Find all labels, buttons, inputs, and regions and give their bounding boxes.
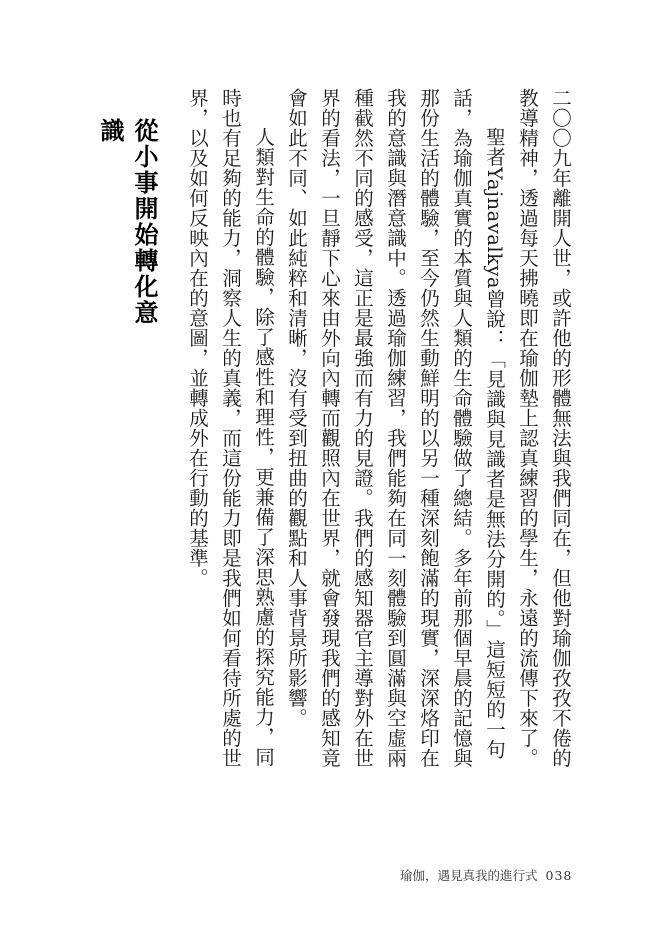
paragraph-1: 二〇〇九年離開人世，或許他的形體無法與我們同在，但他對瑜伽孜孜不倦的教導精神，透過每天拂曉即在瑜伽墊上認真練習的學生，永遠的流傳下來了。 — [516, 88, 572, 768]
body-text — [181, 88, 577, 778]
page-number: 038 — [545, 868, 573, 883]
running-title: 瑜伽，遇見真我的進行式 — [400, 868, 538, 883]
paragraph-2: 聖者Yajnavalkya曾說：「見識與見識者是無法分開的。」這短短的一句話，為瑜伽真實的本質與人類的生命體驗做了總結。多年前那個早晨的記憶與那份生活的體驗，至今仍然生動鮮明的以另一種深刻飽滿的現實，深深烙印在我的意識與潛意識中。透過瑜伽練習，我們能夠在同一刻體驗到圓滿與空虛兩種截然不同的感受，這正是最強而有力的見證。我們的感知器官主導對外在世界的看法，一旦靜下心來由外向內轉而觀照內在世界，就會發現我們的感知竟會如此不同、如此純粹和清晰，沒有受到扭曲的觀點和人事背景所影響。 — [285, 88, 506, 768]
section-heading: 從小事開始轉化意識 — [96, 118, 158, 326]
paragraph-3: 人類對生命的體驗，除了感性和理性，更兼備了深思熟慮的探究能力，同時也有足夠的能力，洞察人生的真義，而這份能力即是我們如何看待所處的世界，以及如何反映內在的意圖，並轉成外在行動的基準。 — [186, 88, 275, 768]
page-footer — [400, 866, 572, 884]
